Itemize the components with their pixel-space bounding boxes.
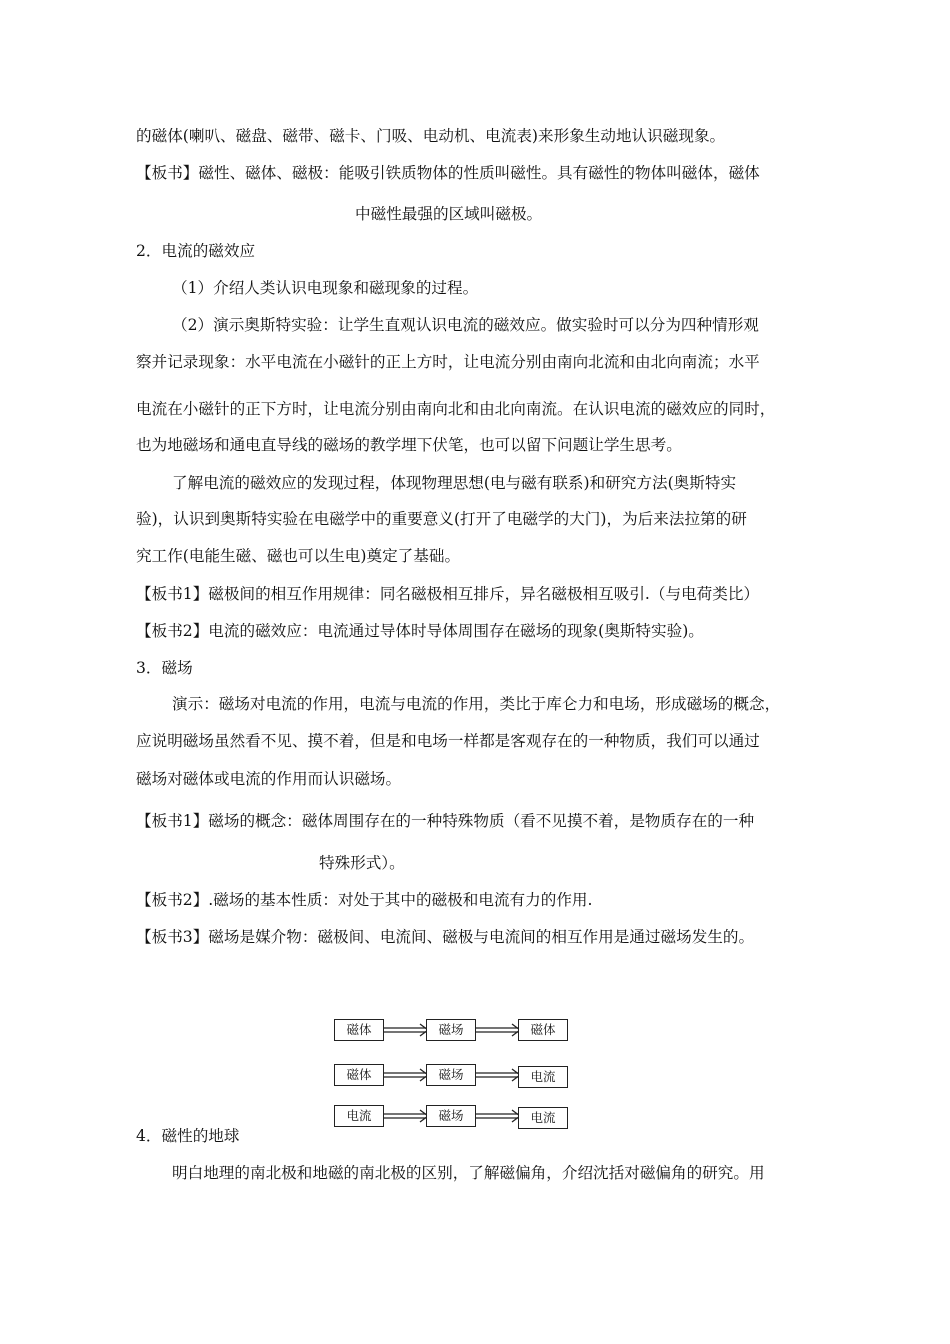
text-line: 了解电流的磁效应的发现过程，体现物理思想(电与磁有联系)和研究方法(奥斯特实 [172, 474, 737, 492]
diagram-box-current: 电流 [518, 1066, 568, 1088]
diagram-box-field: 磁场 [426, 1105, 476, 1127]
board-note-continued: 中磁性最强的区域叫磁极。 [355, 205, 543, 223]
diagram-box-magnet: 磁体 [334, 1019, 384, 1041]
text-line: （1）介绍人类认识电现象和磁现象的过程。 [172, 279, 479, 297]
diagram-box-magnet: 磁体 [518, 1019, 568, 1041]
text-line: 应说明磁场虽然看不见、摸不着，但是和电场一样都是客观存在的一种物质，我们可以通过 [136, 732, 760, 750]
board-note: 【板书3】磁场是媒介物：磁极间、电流间、磁极与电流间的相互作用是通过磁场发生的。 [136, 928, 755, 946]
diagram-box-magnet: 磁体 [334, 1064, 384, 1086]
text-line: 明白地理的南北极和地磁的南北极的区别，了解磁偏角，介绍沈括对磁偏角的研究。用 [172, 1164, 765, 1182]
text-line: 演示：磁场对电流的作用，电流与电流的作用，类比于库仑力和电场，形成磁场的概念， [172, 695, 781, 713]
board-note-continued: 特殊形式）。 [319, 854, 405, 872]
diagram-box-field: 磁场 [426, 1019, 476, 1041]
board-note: 【板书2】.磁场的基本性质：对处于其中的磁极和电流有力的作用. [136, 891, 593, 909]
text-line: 也为地磁场和通电直导线的磁场的教学埋下伏笔，也可以留下问题让学生思考。 [136, 436, 682, 454]
text-line: 察并记录现象：水平电流在小磁针的正上方时，让电流分别由南向北流和由北向南流；水平 [136, 353, 760, 371]
board-note: 【板书】磁性、磁体、磁极：能吸引铁质物体的性质叫磁性。具有磁性的物体叫磁体，磁体 [136, 164, 760, 182]
text-line: 磁场对磁体或电流的作用而认识磁场。 [136, 770, 402, 788]
text-line: 的磁体(喇叭、磁盘、磁带、磁卡、门吸、电动机、电流表)来形象生动地认识磁现象。 [136, 127, 726, 145]
diagram-box-field: 磁场 [426, 1064, 476, 1086]
board-note: 【板书2】电流的磁效应：电流通过导体时导体周围存在磁场的现象(奥斯特实验)。 [136, 622, 704, 640]
magnetic-interaction-diagram [330, 1013, 570, 1137]
board-note: 【板书1】磁场的概念：磁体周围存在的一种特殊物质（看不见摸不着，是物质存在的一种 [136, 812, 755, 830]
section-heading: 4．磁性的地球 [136, 1127, 240, 1145]
text-line: 究工作(电能生磁、磁也可以生电)奠定了基础。 [136, 547, 461, 565]
section-heading: 2．电流的磁效应 [136, 242, 256, 260]
text-line: 验)，认识到奥斯特实验在电磁学中的重要意义(打开了电磁学的大门)，为后来法拉第的研 [136, 510, 747, 528]
diagram-box-current: 电流 [518, 1107, 568, 1129]
diagram-box-current: 电流 [334, 1105, 384, 1127]
board-note: 【板书1】磁极间的相互作用规律：同名磁极相互排斥，异名磁极相互吸引.（与电荷类比） [136, 585, 760, 603]
text-line: （2）演示奥斯特实验：让学生直观认识电流的磁效应。做实验时可以分为四种情形观 [172, 316, 759, 334]
text-line: 电流在小磁针的正下方时，让电流分别由南向北和由北向南流。在认识电流的磁效应的同时， [136, 400, 776, 418]
section-heading: 3．磁场 [136, 659, 193, 677]
